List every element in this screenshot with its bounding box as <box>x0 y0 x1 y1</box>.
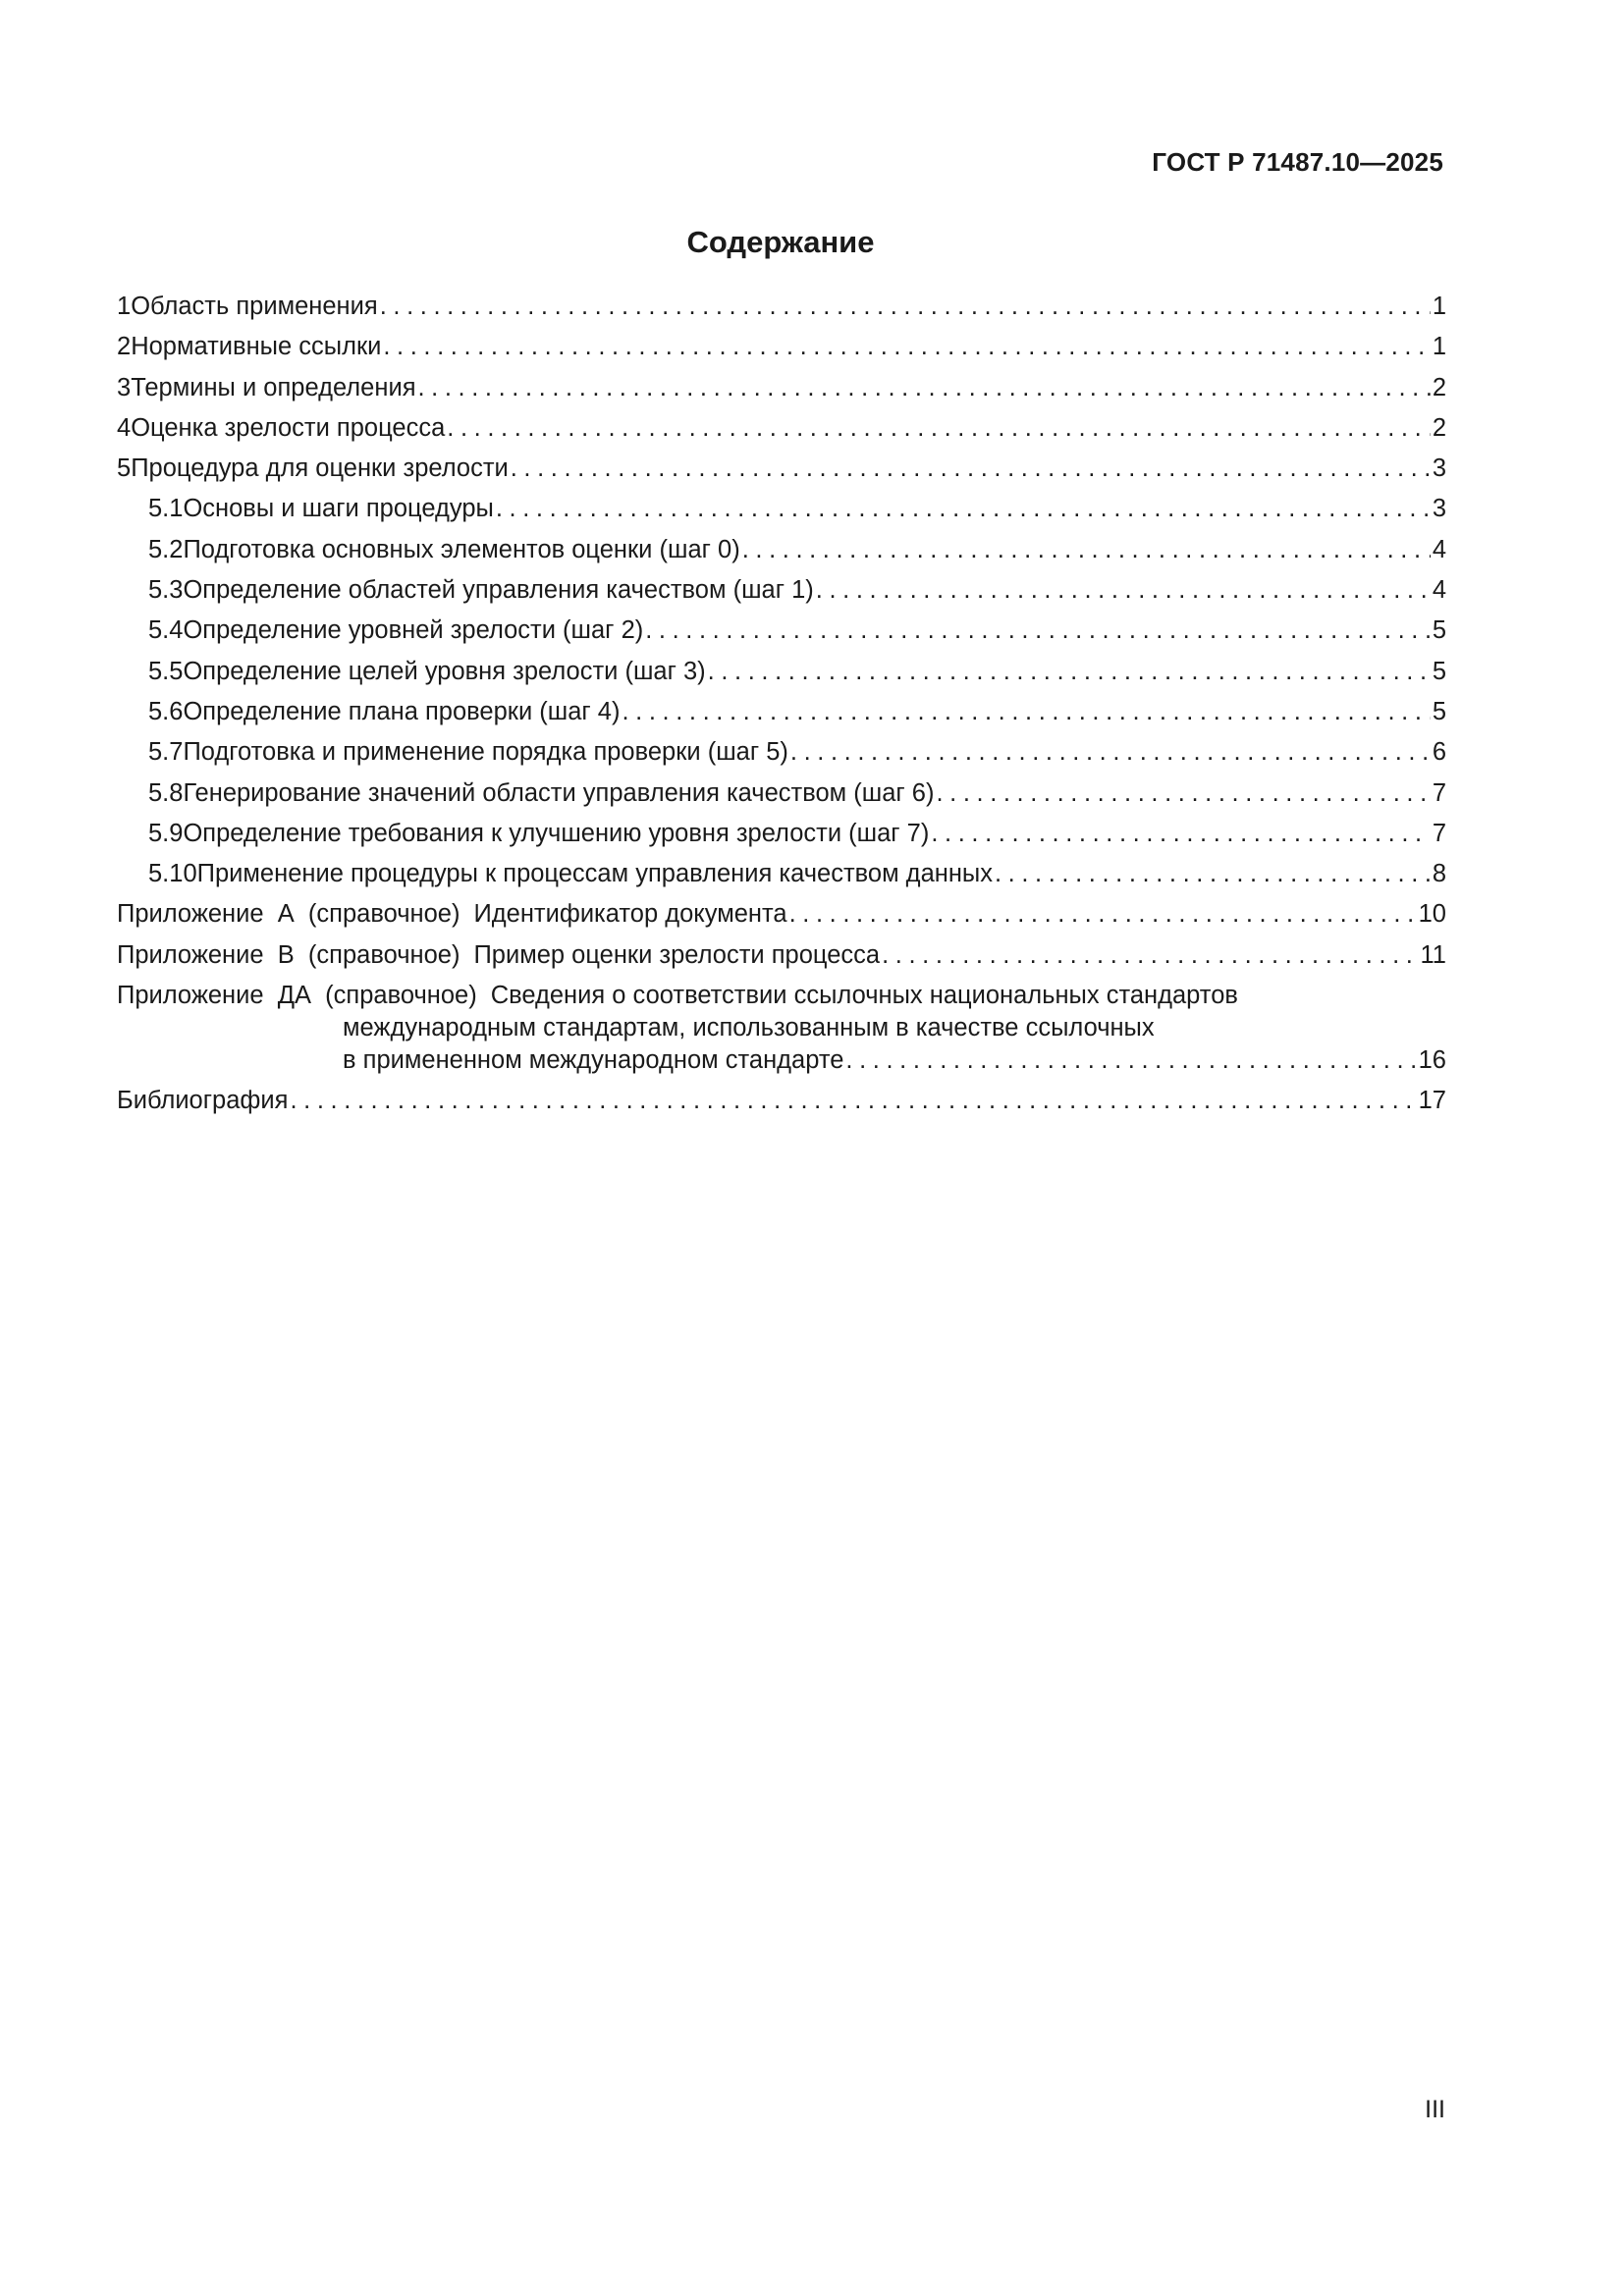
toc-entry-page: 11 <box>1420 940 1446 969</box>
toc-entry-page: 5 <box>1432 657 1446 685</box>
dot-leader <box>645 611 1431 651</box>
toc-entry-page: 10 <box>1418 900 1446 929</box>
toc-entry-label: Идентификатор документа <box>473 900 787 929</box>
toc-entry-number: 1 <box>117 293 132 320</box>
toc-entry-page: 1 <box>1432 333 1446 361</box>
dot-leader <box>789 894 1417 934</box>
toc-entry-4[interactable] <box>117 408 1446 449</box>
toc-annex-da[interactable] <box>117 980 1446 1077</box>
toc-entry-label: Определение областей управления качеством (шаг 1) <box>183 576 814 605</box>
toc-entry-3[interactable] <box>117 368 1446 408</box>
toc-entry-label: Подготовка и применение порядка проверки (шаг 5) <box>183 738 788 767</box>
dot-leader <box>622 692 1430 732</box>
dot-leader <box>290 1081 1416 1121</box>
annex-da-line-2: международным стандартам, использованным в качестве ссылочных <box>343 1014 1155 1042</box>
toc-entry-label: Пример оценки зрелости процесса <box>473 940 881 969</box>
toc-entry-number: 5 <box>117 454 132 483</box>
annex-da-last-line <box>117 1044 1446 1077</box>
toc-entry-page: 4 <box>1432 576 1446 605</box>
toc-entry-page: 17 <box>1418 1087 1446 1115</box>
toc-subentry-5-8[interactable] <box>117 774 1446 814</box>
dot-leader <box>790 732 1431 773</box>
dot-leader <box>447 408 1431 449</box>
page-number: III <box>1425 2096 1445 2123</box>
toc-entry-page: 4 <box>1432 535 1446 563</box>
toc-entry-page: 7 <box>1432 778 1446 807</box>
toc-entry-page: 6 <box>1432 738 1446 767</box>
dot-leader <box>496 489 1431 529</box>
toc-entry-page: 16 <box>1418 1046 1446 1075</box>
toc-entry-page: 1 <box>1432 293 1446 320</box>
toc-entry-label: Процедура для оценки зрелости <box>131 454 509 483</box>
toc-entry-label: Подготовка основных элементов оценки (шаг 0) <box>183 535 740 563</box>
toc-entry-label: Применение процедуры к процессам управления качеством данных <box>196 860 993 888</box>
toc-entry-label: Определение плана проверки (шаг 4) <box>183 697 621 725</box>
annex-da-first-line <box>117 980 1446 1012</box>
toc-entry-label: Генерирование значений области управления качеством (шаг 6) <box>183 778 935 807</box>
toc-entry-number: 5.9 <box>148 819 184 847</box>
annex-da-line-3: в примененном международном стандарте <box>343 1046 844 1075</box>
toc-entry-number: 5.8 <box>148 778 184 807</box>
annex-da-line-1: Сведения о соответствии ссылочных национальных стандартов <box>490 982 1238 1010</box>
toc-entry-page: 3 <box>1432 495 1446 523</box>
toc-title: Содержание <box>686 225 875 259</box>
toc-entry-label: Оценка зрелости процесса <box>131 413 446 442</box>
toc-entry-page: 5 <box>1432 697 1446 725</box>
toc-entry-number: 5.3 <box>148 576 184 605</box>
toc-subentry-5-1[interactable] <box>117 489 1446 529</box>
toc-entry-page: 2 <box>1432 413 1446 442</box>
toc-entry-label: Определение требования к улучшению уровня зрелости (шаг 7) <box>183 819 930 847</box>
toc-entry-label: Нормативные ссылки <box>131 333 382 361</box>
toc-subentry-5-10[interactable] <box>117 854 1446 894</box>
toc-entry-page: 8 <box>1432 860 1446 888</box>
toc-subentry-5-9[interactable] <box>117 814 1446 854</box>
toc-subentry-5-5[interactable] <box>117 652 1446 692</box>
toc-subentry-5-6[interactable] <box>117 692 1446 732</box>
toc-entry-number: 3 <box>117 373 132 401</box>
dot-leader <box>742 530 1431 570</box>
toc-entry-number: 5.5 <box>148 657 184 685</box>
toc-subentry-5-3[interactable] <box>117 570 1446 611</box>
annex-prefix: Приложение В (справочное) <box>117 940 460 969</box>
toc-entry-page: 3 <box>1432 454 1446 483</box>
toc-entry-number: 5.1 <box>148 495 184 523</box>
dot-leader <box>931 814 1430 854</box>
toc-entry-page: 5 <box>1432 616 1446 645</box>
toc-entry-number: 5.4 <box>148 616 184 645</box>
toc-entry-label: Область применения <box>131 293 378 320</box>
dot-leader <box>380 287 1431 327</box>
dot-leader <box>936 774 1430 814</box>
toc-entry-page: 7 <box>1432 819 1446 847</box>
dot-leader <box>816 570 1431 611</box>
toc-annex-a[interactable] <box>117 894 1446 934</box>
dot-leader <box>882 935 1418 976</box>
toc-entry-number: 5.7 <box>148 738 184 767</box>
toc-entry-number: 5.6 <box>148 697 184 725</box>
toc-entry-page: 2 <box>1432 373 1446 401</box>
toc-entry-1[interactable] <box>117 287 1446 327</box>
toc-subentry-5-2[interactable] <box>117 530 1446 570</box>
toc-subentry-5-4[interactable] <box>117 611 1446 651</box>
toc-entry-number: 5.2 <box>148 535 184 563</box>
toc-entry-label: Основы и шаги процедуры <box>183 495 494 523</box>
dot-leader <box>511 449 1431 489</box>
toc-entry-number: 5.10 <box>148 860 197 888</box>
toc-bibliography[interactable] <box>117 1081 1446 1121</box>
dot-leader <box>383 327 1430 367</box>
table-of-contents <box>117 287 1446 1121</box>
toc-subentry-5-7[interactable] <box>117 732 1446 773</box>
dot-leader <box>708 652 1431 692</box>
toc-entry-label: Термины и определения <box>131 373 416 401</box>
annex-prefix: Приложение ДА (справочное) <box>117 982 477 1010</box>
toc-entry-number: 4 <box>117 413 132 442</box>
toc-entry-2[interactable] <box>117 327 1446 367</box>
dot-leader <box>418 368 1431 408</box>
toc-entry-5[interactable] <box>117 449 1446 489</box>
dot-leader <box>995 854 1431 894</box>
toc-entry-label: Определение целей уровня зрелости (шаг 3) <box>183 657 706 685</box>
document-code: ГОСТ Р 71487.10—2025 <box>1152 147 1443 177</box>
toc-entry-label: Определение уровней зрелости (шаг 2) <box>183 616 644 645</box>
toc-annex-b[interactable] <box>117 935 1446 976</box>
annex-prefix: Приложение А (справочное) <box>117 900 460 929</box>
dot-leader <box>845 1044 1416 1077</box>
toc-entry-label: Библиография <box>117 1087 289 1115</box>
toc-entry-number: 2 <box>117 333 132 361</box>
